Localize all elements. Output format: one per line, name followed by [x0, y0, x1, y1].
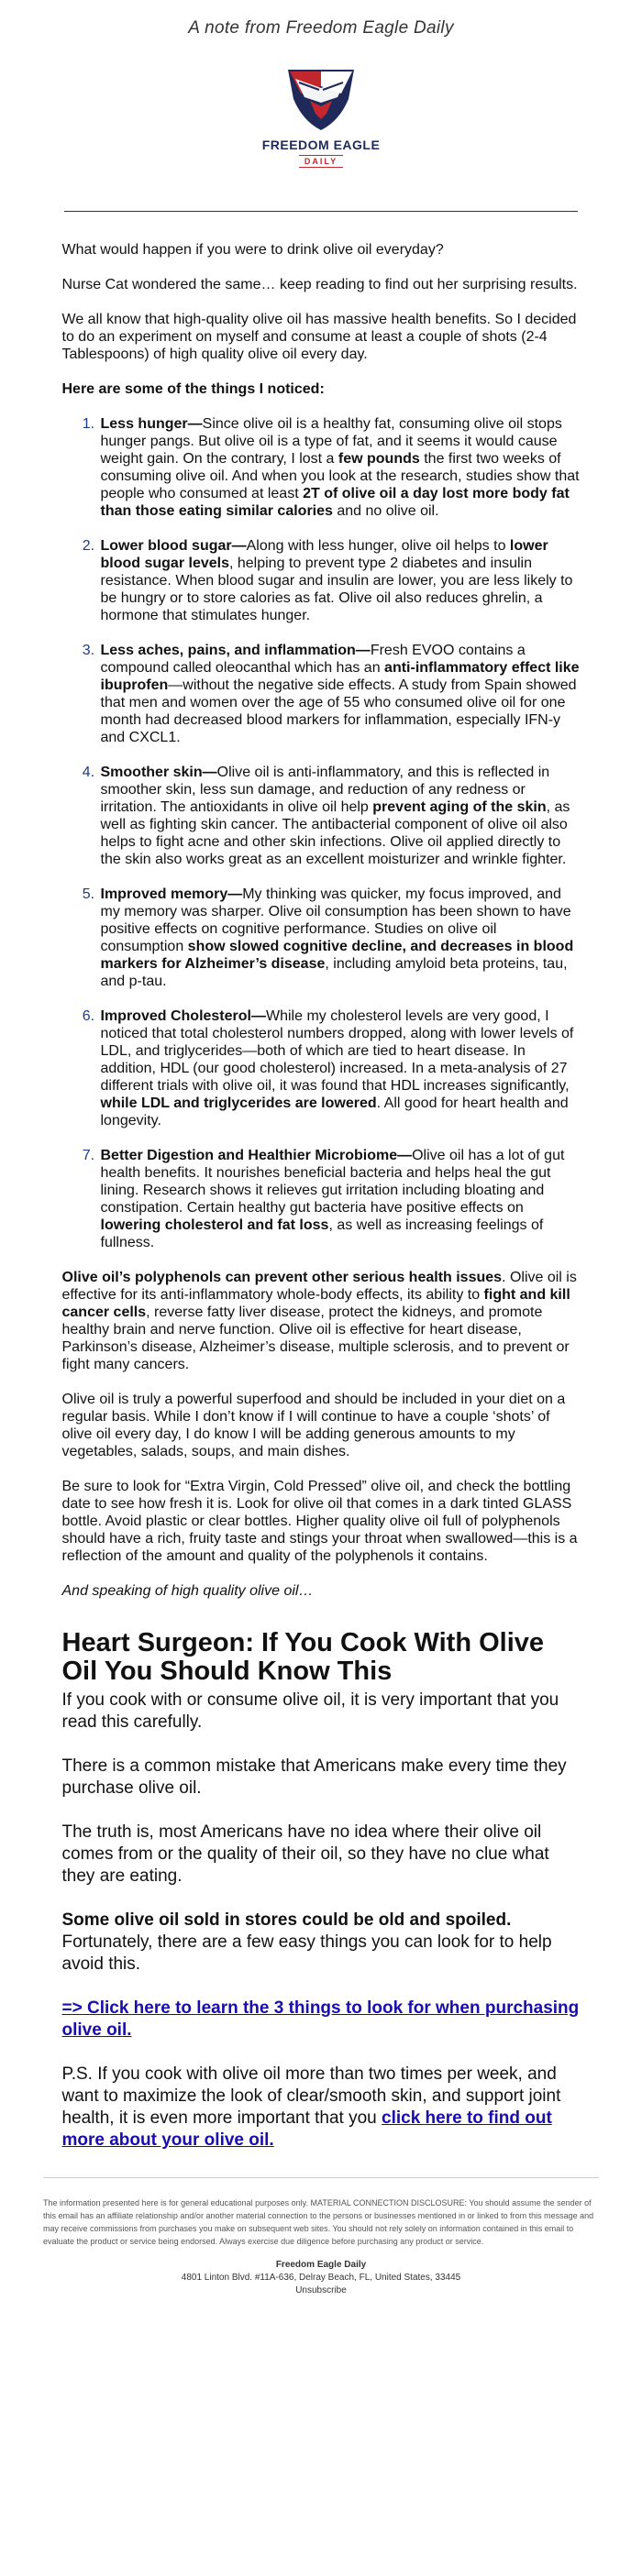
benefit-item: 5. Improved memory—My thinking was quicker, my focus improved, and my memory was sharper. Olive oil consumption has been shown to have positive effects on cognitive performance. Studies on olive oil consumption show slowed cognitive decline, and decreases in blood markers for Alzheimer’s disease, including amyloid beta proteins, tau, and p-tau. — [99, 886, 581, 990]
footer-address-block — [0, 2259, 642, 2297]
unsubscribe-link[interactable]: Unsubscribe — [295, 2285, 347, 2295]
learn-3-things-link[interactable]: => Click here to learn the 3 things to look for when purchasing olive oil. — [61, 1998, 580, 2040]
ad-paragraph-2: There is a common mistake that Americans make every time they purchase olive oil. — [61, 1756, 567, 1798]
segue-line: And speaking of high quality olive oil… — [61, 1583, 314, 1599]
logo-subtitle: DAILY — [299, 155, 343, 168]
benefit-item: 6. Improved Cholesterol—While my cholesterol levels are very good, I noticed that total cholesterol numbers dropped, along with lower levels of LDL, and triglycerides—both of which are tied to heart disease. In addition, HDL (our good cholesterol) increased. In a meta-analysis of 27 different trials with olive oil, it was found that HDL increases significantly, while LDL and triglycerides are lowered. All good for heart health and longevity. — [99, 1007, 581, 1129]
logo-wordmark: FREEDOM EAGLE — [261, 138, 381, 152]
benefit-item: 3. Less aches, pains, and inflammation—Fresh EVOO contains a compound called oleocanthal which has an anti-inflammatory effect like ibuprofen—without the negative side effects. A study from Spain showed that men and women over the age of 55 who consumed olive oil for one month had decreased blood markers for inflammation, especially IFN-y and CXCL1. — [99, 642, 581, 746]
find-out-more-link[interactable]: click here to find out more about your olive oil. — [61, 2108, 552, 2150]
benefits-list — [62, 415, 581, 1251]
buying-tip-paragraph: Be sure to look for “Extra Virgin, Cold Pressed” olive oil, and check the bottling date to see how fresh it is. Look for olive oil that comes in a dark tinted GLASS bottle. Avoid plastic or clear bottles. Higher quality olive oil full of polyphenols should have a rich, fruity taste and stings your throat when swallowed—this is a reflection of the amount and quality of the polyphenols it contains. — [61, 1479, 578, 1564]
ad-cta — [62, 1998, 581, 2042]
eagle-shield-icon — [282, 66, 360, 134]
polyphenols-paragraph: Olive oil’s polyphenols can prevent other serious health issues. Olive oil is effective for its anti-inflammatory whole-body effects, its ability to fight and kill cancer cells, reverse fatty liver disease, protect the kidneys, and promote healthy brain and nerve function. Olive oil is effective for heart disease, Parkinson’s disease, Alzheimer’s disease, multiple sclerosis, and to prevent or fight many cancers. — [61, 1270, 577, 1372]
footer-divider — [43, 2177, 599, 2178]
benefit-item: 1. Less hunger—Since olive oil is a healthy fat, consuming olive oil stops hunger pangs. But olive oil is a type of fat, and it seems it would cause weight gain. On the contrary, I lost a few pounds the first two weeks of consuming olive oil. And when you look at the research, studies show that people who consumed at least 2T of olive oil a day lost more body fat than those eating similar calories and no olive oil. — [99, 415, 581, 520]
benefit-item: 7. Better Digestion and Healthier Microbiome—Olive oil has a lot of gut health benefits. It nourishes beneficial bacteria and helps heal the gut lining. Research shows it relieves gut irritation including bloating and constipation. Certain healthy gut bacteria have positive effects on lowering cholesterol and fat loss, as well as increasing feelings of fullness. — [99, 1147, 581, 1251]
footer-address: 4801 Linton Blvd. #11A-636, Delray Beach, FL, United States, 33445 — [181, 2273, 461, 2283]
benefits-heading: Here are some of the things I noticed: — [61, 381, 325, 397]
ad-section — [62, 1690, 581, 2152]
intro-nurse: Nurse Cat wondered the same… keep reading to find out her surprising results. — [61, 277, 578, 292]
ad-paragraph-4: Some olive oil sold in stores could be old and spoiled. Fortunately, there are a few easy things you can look for to help avoid this. — [61, 1910, 552, 1974]
ad-paragraph-1: If you cook with or consume olive oil, it is very important that you read this carefully. — [61, 1690, 559, 1732]
email-tagline: A note from Freedom Eagle Daily — [188, 18, 454, 38]
benefit-item: 4. Smoother skin—Olive oil is anti-inflammatory, and this is reflected in smoother skin, less sun damage, and reduction of any redness or irritation. The antioxidants in olive oil help prevent aging of the skin, as well as fighting skin cancer. The antibacterial component of olive oil also helps to fight acne and other skin infections. Olive oil applied directly to the skin also works great as an excellent moisturizer and wrinkle fighter. — [99, 764, 581, 868]
ad-headline: Heart Surgeon: If You Cook With Olive Oil You Should Know This — [61, 1628, 545, 1686]
benefit-item: 2. Lower blood sugar—Along with less hunger, olive oil helps to lower blood sugar levels, helping to prevent type 2 diabetes and insulin resistance. When blood sugar and insulin are lower, you are less likely to be hungry or to store calories as fat. Olive oil also reduces ghrelin, a hormone that stimulates hunger. — [99, 537, 581, 624]
ad-postscript: P.S. If you cook with olive oil more than two times per week, and want to maximize the look of clear/smooth skin, and support joint health, it is even more important that you click here to find out more about your olive oil. — [61, 2064, 561, 2150]
superfood-paragraph: Olive oil is truly a powerful superfood and should be included in your diet on a regular basis. While I don’t know if I will continue to have a couple ‘shots’ of olive oil every day, I do know I will be adding generous amounts to my vegetables, salads, soups, and main dishes. — [61, 1392, 566, 1459]
email-body — [62, 212, 581, 2152]
ad-paragraph-3: The truth is, most Americans have no idea where their olive oil comes from or the quality of their oil, so they have no clue what they are eating. — [61, 1822, 549, 1886]
brand-logo — [248, 66, 394, 169]
footer-company: Freedom Eagle Daily — [275, 2260, 367, 2270]
intro-question: What would happen if you were to drink olive oil everyday? — [61, 242, 444, 258]
footer-disclaimer: The information presented here is for general educational purposes only. MATERIAL CONNECTION DISCLOSURE: You should assume the sender of this email has an affiliate relationship and/or another material connection to the persons or businesses mentioned in or linked to from this message and may receive commissions from purchases you make on subsequent web sites. You should not rely solely on information contained in this email to evaluate the product or service being endorsed. Always exercise due diligence before purchasing any product or service. — [43, 2198, 594, 2246]
intro-experiment: We all know that high-quality olive oil has massive health benefits. So I decided to do an experiment on myself and consume at least a couple of shots (2-4 Tablespoons) of high quality olive oil every day. — [61, 312, 577, 362]
